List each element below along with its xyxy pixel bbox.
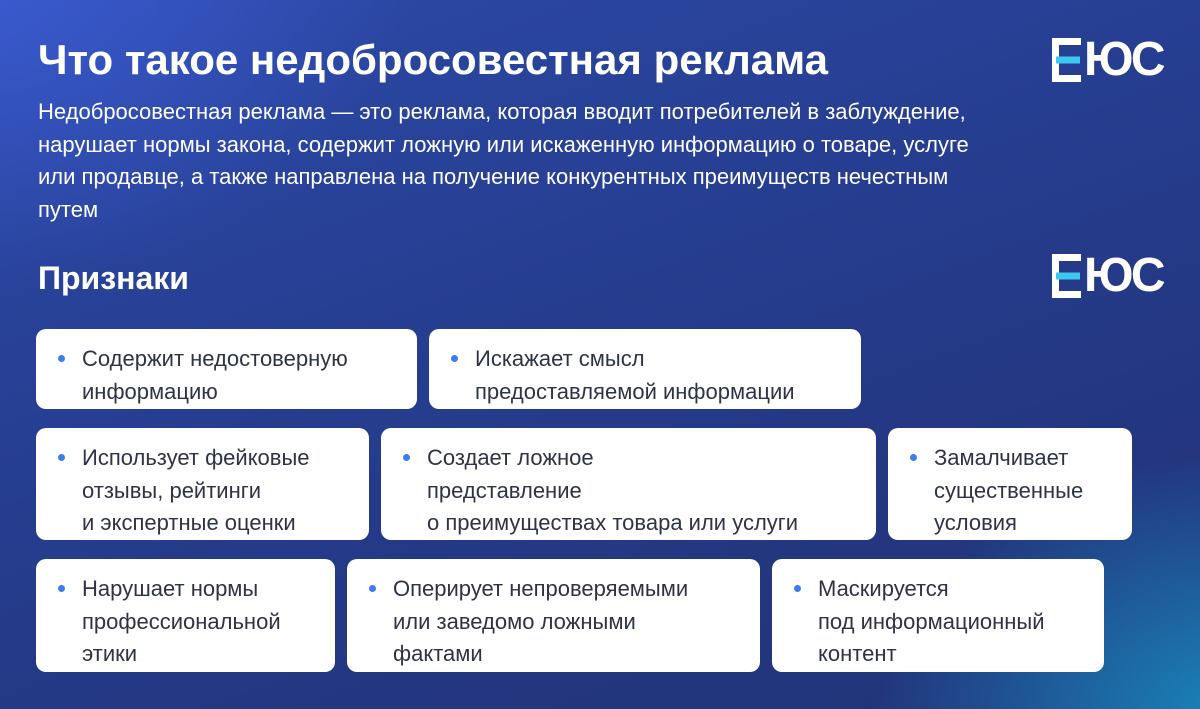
bullet-icon (451, 355, 458, 362)
page-title: Что такое недобросовестная реклама (38, 36, 829, 83)
sign-card (381, 428, 876, 540)
sign-text: Содержит недостоверную информацию (82, 346, 348, 404)
bullet-icon (58, 585, 65, 592)
sign-text: Оперирует непроверяемыми или заведомо ложными фактами (393, 576, 689, 666)
sign-text: Искажает смысл предоставляемой информации (475, 346, 795, 404)
sign-text: Создает ложное представление о преимуществах товара или услуги (427, 445, 799, 535)
sign-card (347, 559, 760, 672)
sign-card (772, 559, 1104, 672)
bullet-icon (910, 454, 917, 461)
sign-card (36, 428, 369, 540)
sign-card (888, 428, 1132, 540)
bullet-icon (58, 454, 65, 461)
sign-text: Нарушает нормы профессиональной этики (82, 576, 281, 666)
logo-text: ЮС (1084, 249, 1164, 302)
sign-card (429, 329, 861, 409)
bullet-icon (403, 454, 410, 461)
sign-text: Использует фейковые отзывы, рейтинги и экспертные оценки (82, 445, 310, 535)
bullet-icon (369, 585, 376, 592)
sign-card (36, 329, 417, 409)
brand-logo (1052, 33, 1164, 86)
sign-card (36, 559, 335, 672)
logo-e-icon (1052, 38, 1082, 82)
logo-text: ЮС (1084, 33, 1164, 86)
bullet-icon (58, 355, 65, 362)
section-title: Признаки (38, 260, 189, 296)
logo-e-icon (1052, 254, 1082, 298)
sign-text: Замалчивает существенные условия (934, 445, 1084, 535)
description: Недобросовестная реклама — это реклама, которая вводит потребителей в заблуждение, нарушает нормы закона, содержит ложную или искаженную информацию о товаре, услуге или продавце, а также направлена на получение конкурентных преимуществ нечестным путем (38, 99, 969, 222)
sign-text: Маскируется под информационный контент (818, 576, 1045, 666)
bullet-icon (794, 585, 801, 592)
brand-logo (1052, 249, 1164, 302)
